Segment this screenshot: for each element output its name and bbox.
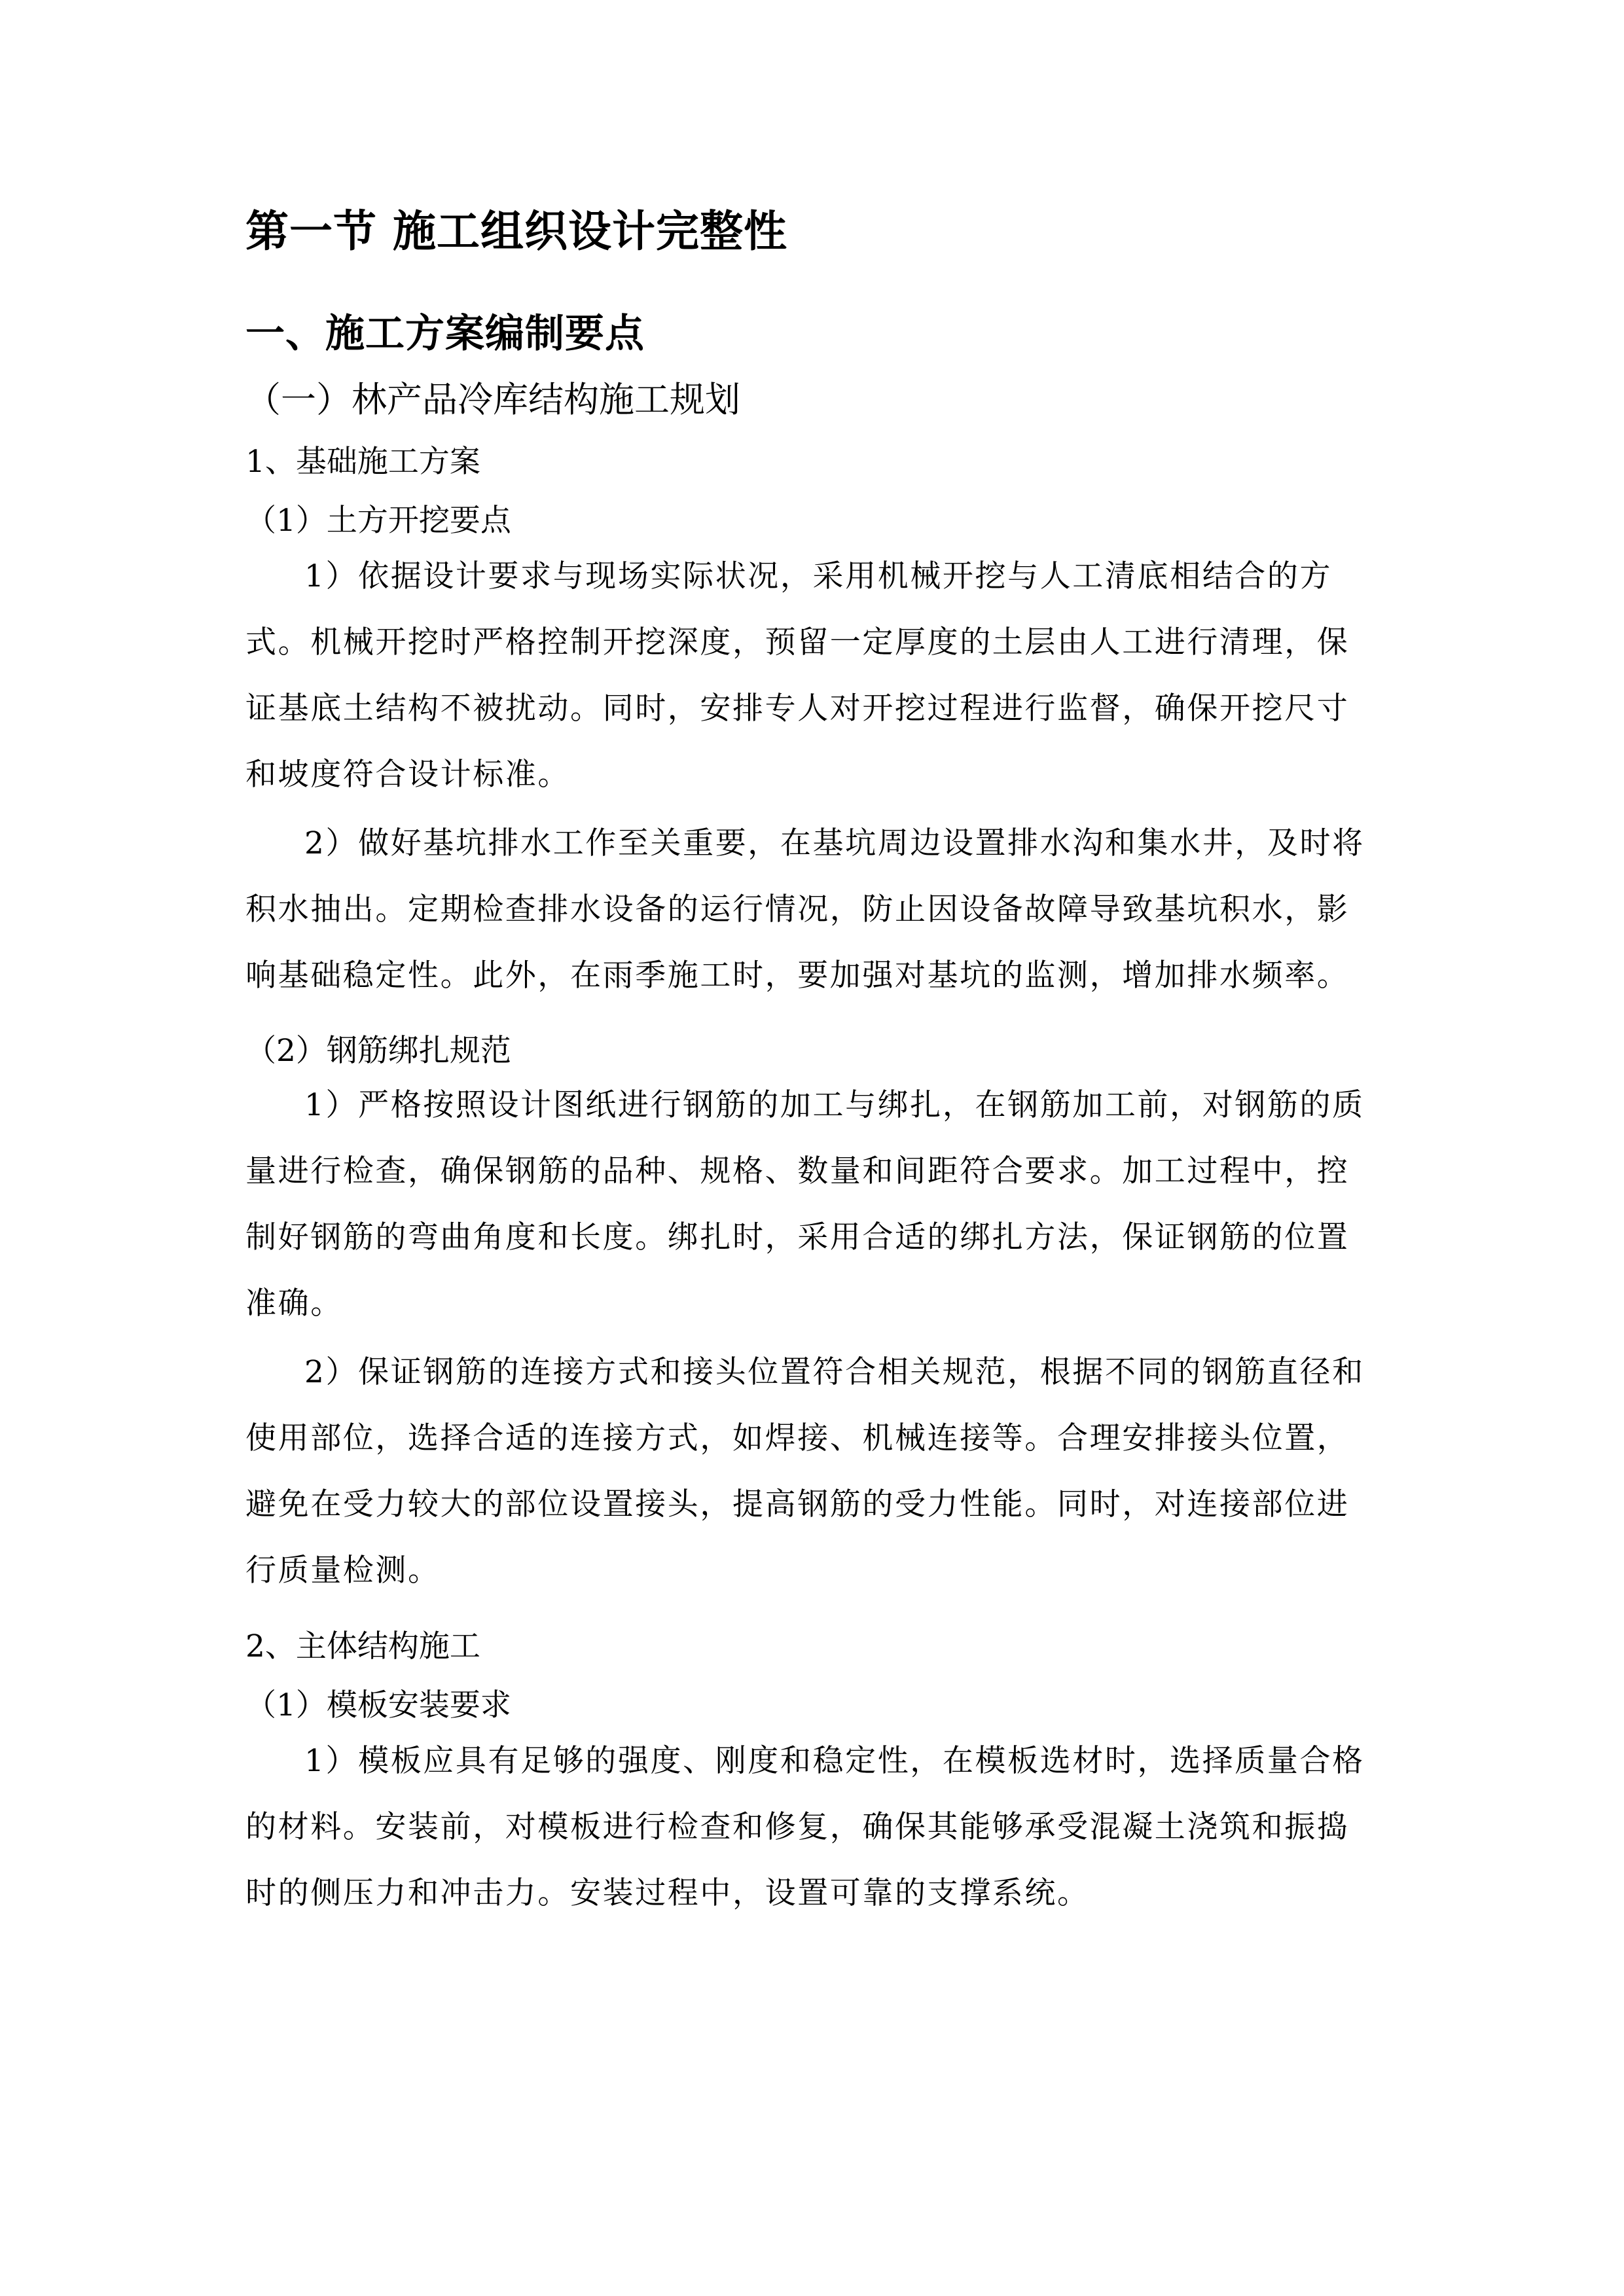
paragraph-line: 和坡度符合设计标准。: [245, 757, 570, 793]
paragraph-1-1-1: [245, 543, 1381, 808]
paragraph-line: 行质量检测。: [245, 1552, 441, 1588]
paragraph-line: 使用部位，选择合适的连接方式，如焊接、机械连接等。合理安排接头位置，: [245, 1420, 1350, 1456]
paragraph-line: 证基底土结构不被扰动。同时，安排专人对开挖过程进行监督，确保开挖尺寸: [245, 691, 1350, 726]
paragraph-line: 的材料。安装前，对模板进行检查和修复，确保其能够承受混凝土浇筑和振捣: [245, 1809, 1350, 1845]
paragraph-line: 量进行检查，确保钢筋的品种、规格、数量和间距符合要求。加工过程中，控: [245, 1153, 1350, 1189]
paragraph-line: 2）做好基坑排水工作至关重要，在基坑周边设置排水沟和集水井，及时将: [304, 825, 1365, 861]
paragraph-1-2-1: [245, 1072, 1381, 1336]
chapter-title: 一、施工方案编制要点: [245, 311, 645, 357]
paragraph-line: 避免在受力较大的部位设置接头，提高钢筋的受力性能。同时，对连接部位进: [245, 1486, 1350, 1522]
paragraph-line: 1）模板应具有足够的强度、刚度和稳定性，在模板选材时，选择质量合格: [304, 1743, 1365, 1779]
paragraph-1-2-2: [245, 1339, 1381, 1604]
item-heading-1: 1、基础施工方案: [245, 444, 480, 480]
item-heading-2: 2、主体结构施工: [245, 1628, 480, 1664]
paragraph-line: 1）严格按照设计图纸进行钢筋的加工与绑扎，在钢筋加工前，对钢筋的质: [304, 1087, 1365, 1123]
section-title: 第一节 施工组织设计完整性: [245, 206, 787, 257]
paragraph-line: 准确。: [245, 1285, 343, 1321]
subitem-heading-1-2: （2）钢筋绑扎规范: [245, 1033, 511, 1069]
subsection-title: （一）林产品冷库结构施工规划: [245, 379, 740, 420]
paragraph-1-1-2: [245, 810, 1381, 1009]
paragraph-line: 制好钢筋的弯曲角度和长度。绑扎时，采用合适的绑扎方法，保证钢筋的位置: [245, 1219, 1350, 1255]
paragraph-2-1-1: [245, 1728, 1381, 1926]
subitem-heading-1-1: （1）土方开挖要点: [245, 503, 511, 539]
paragraph-line: 积水抽出。定期检查排水设备的运行情况，防止因设备故障导致基坑积水，影: [245, 891, 1350, 927]
paragraph-line: 式。机械开挖时严格控制开挖深度，预留一定厚度的土层由人工进行清理，保: [245, 624, 1350, 660]
paragraph-line: 响基础稳定性。此外，在雨季施工时，要加强对基坑的监测，增加排水频率。: [245, 958, 1350, 994]
paragraph-line: 2）保证钢筋的连接方式和接头位置符合相关规范，根据不同的钢筋直径和: [304, 1354, 1365, 1390]
paragraph-line: 时的侧压力和冲击力。安装过程中，设置可靠的支撑系统。: [245, 1875, 1090, 1911]
subitem-heading-2-1: （1）模板安装要求: [245, 1687, 511, 1723]
paragraph-line: 1）依据设计要求与现场实际状况，采用机械开挖与人工清底相结合的方: [304, 558, 1333, 594]
